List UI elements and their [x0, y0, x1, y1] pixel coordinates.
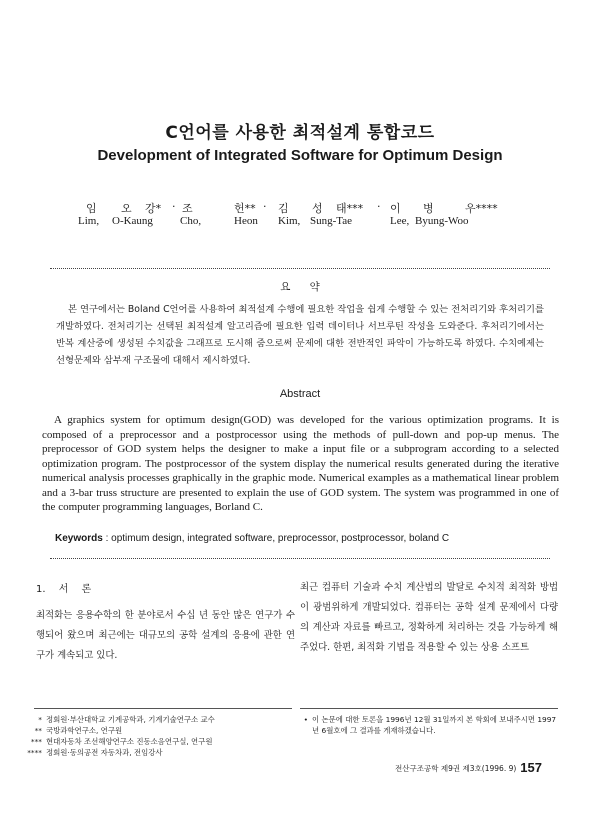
footnote-mark: ** — [34, 726, 42, 735]
author-ko-token: 이 — [390, 202, 401, 215]
footnote-right — [296, 714, 558, 736]
paper-title-english: Development of Integrated Software for Optimum Design — [97, 147, 503, 164]
keywords-line — [55, 533, 555, 544]
footnote-text: 현대자동차 조선해양연구소 진동소음연구실, 연구원 — [46, 737, 213, 746]
author-ko-token: 헌** — [234, 202, 256, 215]
footnote-rule-left — [34, 708, 292, 709]
footnote-text: 정회원·부산대학교 기계공학과, 기계기술연구소 교수 — [46, 715, 215, 724]
footnote-text: 국방과학연구소, 연구원 — [46, 726, 123, 735]
body-column-right: 최근 컴퓨터 기술과 수치 계산법의 발달로 수치적 최적화 방법이 광범위하게 개발되었다. 컴퓨터는 공학 설계 문제에서 다량의 계산과 자료를 빠르고, 정확하게 처리하는 것을 가능하게 해주었다. 한편, 최적화 기법을 적용할 수 있는 상용 소프트 — [300, 582, 558, 653]
author-en-token: Sung-Tae — [310, 215, 352, 227]
separator-top — [50, 268, 550, 269]
author-en-token: Byung-Woo — [415, 215, 469, 227]
footnote-text: 이 논문에 대한 토론을 1996년 12월 31일까지 본 학회에 보내주시면 1997년 6월호에 그 결과를 게재하겠습니다. — [312, 715, 557, 735]
footnote — [296, 714, 558, 736]
footnote-rule-right — [300, 708, 558, 709]
page-footer — [395, 760, 542, 775]
author-names-english — [78, 215, 528, 230]
author-ko-token: 강* — [145, 202, 162, 215]
author-en-token: Lim, — [78, 215, 100, 227]
paper-title-korean: C언어를 사용한 최적설계 통합코드 — [165, 123, 435, 143]
author-ko-token: · — [377, 200, 381, 213]
author-en-token: Kim, — [278, 215, 301, 227]
keywords-list: : optimum design, integrated software, preprocessor, postprocessor, boland C — [102, 533, 450, 544]
footnote-mark: *** — [30, 737, 42, 746]
footnote — [24, 714, 296, 725]
author-ko-token: 조 — [182, 202, 193, 215]
abstract-korean-heading: 요 약 — [280, 281, 320, 293]
footnote-mark: **** — [27, 748, 42, 757]
author-names-korean — [78, 200, 528, 215]
author-ko-token: · — [172, 200, 176, 213]
footnote — [24, 747, 296, 758]
abstract-korean: 본 연구에서는 Boland C언어를 사용하여 최적설계 수행에 필요한 작업을 쉽게 수행할 수 있는 전처리기와 후처리기를 개발하였다. 전처리기는 선택된 최적설계 알고리즘에 필요한 입력 데이터나 서브루틴 작성을 도와준다. 후처리기에서는 반복 계산중에 생성된 수치값을 그래프로 도시해 줌으로써 문제에 대한 전반적인 파악이 가능하도록 하였다. 수치예제는 선형문제와 삼부재 구조물에 대해서 제시하였다. — [56, 304, 544, 366]
footnotes-left — [24, 714, 296, 758]
author-block — [78, 200, 528, 230]
author-ko-token: 임 — [86, 202, 97, 215]
separator-bottom — [50, 558, 550, 559]
section-heading-introduction: 1. 서 론 — [36, 584, 92, 595]
author-en-token: Cho, — [180, 215, 202, 227]
author-ko-token: 우**** — [465, 202, 498, 215]
author-ko-token: · — [263, 200, 267, 213]
footnote-mark: • — [303, 715, 308, 724]
footnote-text: 정회원·동의공전 자동차과, 전임강사 — [46, 748, 163, 757]
author-ko-token: 김 — [278, 202, 289, 215]
keywords-label: Keywords — [55, 533, 103, 544]
footnote — [24, 736, 296, 747]
author-en-token: O-Kaung — [112, 215, 153, 227]
author-en-token: Heon — [234, 215, 258, 227]
abstract-english-heading: Abstract — [279, 388, 321, 400]
body-column-left: 최적화는 응용수학의 한 분야로서 수십 년 동안 많은 연구가 수행되어 왔으며 최근에는 대규모의 공학 설계의 응용에 관한 연구가 계속되고 있다. — [36, 610, 295, 661]
author-en-token: Lee, — [390, 215, 410, 227]
author-ko-token: 태*** — [336, 202, 364, 215]
footnote-mark: * — [38, 715, 42, 724]
page-number: 157 — [520, 760, 542, 775]
author-ko-token: 오 — [121, 202, 132, 215]
footnote — [24, 725, 296, 736]
author-ko-token: 병 — [423, 202, 434, 215]
author-ko-token: 성 — [312, 202, 323, 215]
abstract-english: A graphics system for optimum design(GOD) was developed for the various optimization programs. It is composed of a preprocessor and a postprocessor using the methods of pull-down and pop-up menus. The preprocessor of GOD system helps the designer to make a input file or a subprogram according to a selected optimization program. The postprocessor of the system display the numerical results generated during the iterative numerical analysis processes graphically in the graphic mode. Numerical examples as a mathematical linear problem and a 3-bar truss structure are presented to explain the use of GOD system. The system was programmed in one of the computer programming languages, Borland C. — [42, 414, 559, 513]
journal-citation: 전산구조공학 제9권 제3호(1996. 9) — [395, 764, 517, 773]
